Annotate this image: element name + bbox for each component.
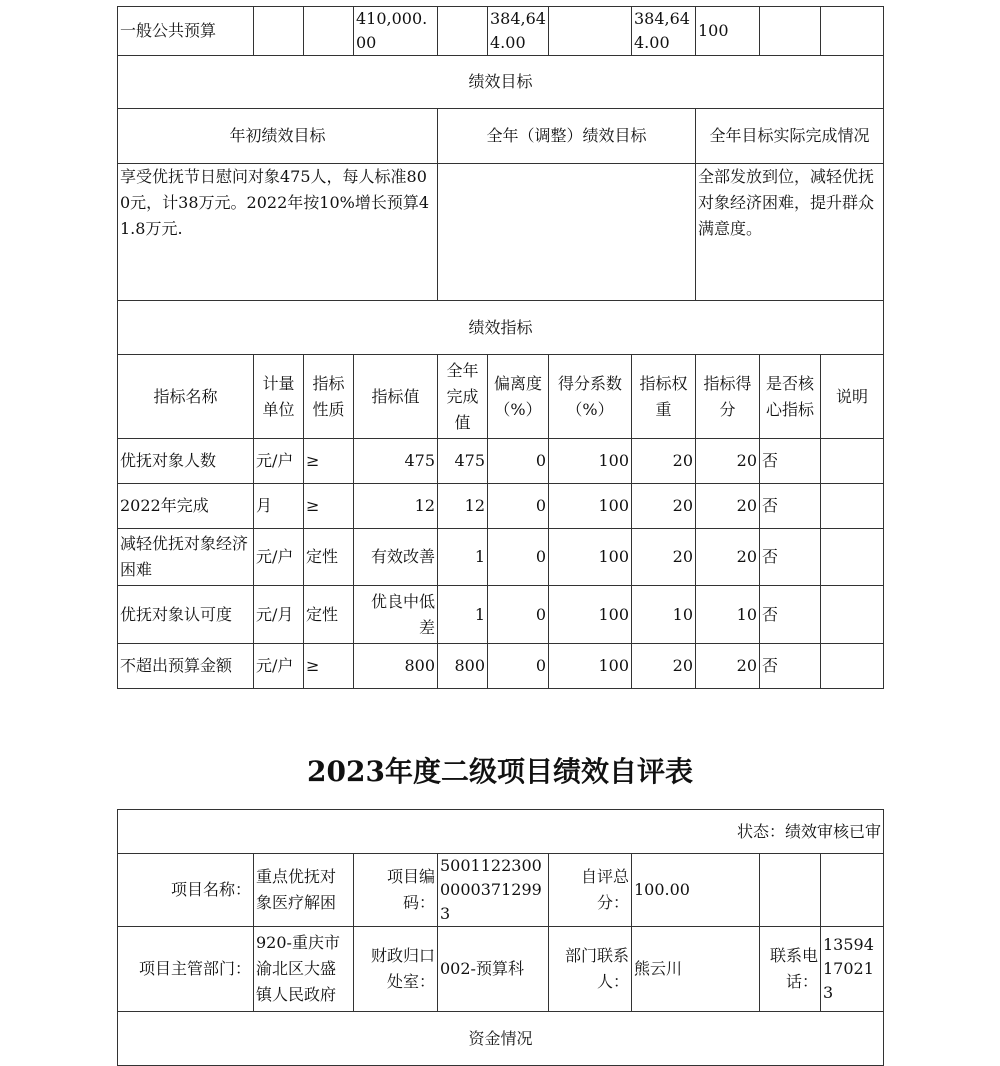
indicator-core: 否 bbox=[760, 439, 821, 484]
indicator-note bbox=[821, 529, 884, 586]
performance-table bbox=[117, 6, 884, 689]
indicator-note bbox=[821, 484, 884, 529]
table-row bbox=[118, 644, 884, 689]
initial-goal-text: 享受优抚节日慰问对象475人，每人标准800元，计38万元。2022年按10%增长预算41.8万元. bbox=[118, 164, 438, 301]
budget-cell-2 bbox=[254, 7, 304, 56]
dept-label: 项目主管部门： bbox=[118, 927, 254, 1012]
table-row bbox=[118, 529, 884, 586]
indicator-core: 否 bbox=[760, 484, 821, 529]
empty-cell bbox=[760, 854, 821, 927]
indicator-nature: ≥ bbox=[304, 439, 354, 484]
indicator-name: 优抚对象认可度 bbox=[118, 586, 254, 644]
indicator-coef: 100 bbox=[549, 484, 632, 529]
indicator-nature: ≥ bbox=[304, 484, 354, 529]
indicator-deviation: 0 bbox=[488, 586, 549, 644]
table-row bbox=[118, 439, 884, 484]
indicator-deviation: 0 bbox=[488, 484, 549, 529]
indicator-value: 有效改善 bbox=[354, 529, 438, 586]
indicator-core: 否 bbox=[760, 586, 821, 644]
actual-completion-text: 全部发放到位，减轻优抚对象经济困难，提升群众满意度。 bbox=[696, 164, 884, 301]
phone-number: 13594170213 bbox=[821, 927, 884, 1012]
indicator-core: 否 bbox=[760, 644, 821, 689]
indicator-actual: 800 bbox=[438, 644, 488, 689]
header-cell: 指标权重 bbox=[632, 355, 696, 439]
self-score-label: 自评总分： bbox=[549, 854, 632, 927]
indicator-score: 20 bbox=[696, 644, 760, 689]
project-code: 500112230000003712993 bbox=[438, 854, 549, 927]
budget-cell-9: 100 bbox=[696, 7, 760, 56]
indicator-coef: 100 bbox=[549, 644, 632, 689]
budget-row bbox=[118, 7, 884, 56]
self-evaluation-table bbox=[117, 809, 884, 1066]
budget-cell-4: 410,000.00 bbox=[354, 7, 438, 56]
indicator-deviation: 0 bbox=[488, 439, 549, 484]
indicator-nature: 定性 bbox=[304, 586, 354, 644]
indicator-unit: 元/户 bbox=[254, 439, 304, 484]
indicator-note bbox=[821, 586, 884, 644]
project-code-label: 项目编码： bbox=[354, 854, 438, 927]
empty-cell bbox=[821, 854, 884, 927]
indicator-unit: 元/户 bbox=[254, 529, 304, 586]
table-row bbox=[118, 586, 884, 644]
col-actual-completion: 全年目标实际完成情况 bbox=[696, 109, 884, 164]
indicator-actual: 475 bbox=[438, 439, 488, 484]
budget-cell-7 bbox=[549, 7, 632, 56]
budget-cell-5 bbox=[438, 7, 488, 56]
header-cell: 计量单位 bbox=[254, 355, 304, 439]
header-cell: 得分系数（%） bbox=[549, 355, 632, 439]
indicator-actual: 1 bbox=[438, 586, 488, 644]
header-cell: 指标性质 bbox=[304, 355, 354, 439]
indicators-title: 绩效指标 bbox=[118, 301, 884, 355]
header-cell: 是否核心指标 bbox=[760, 355, 821, 439]
indicator-coef: 100 bbox=[549, 529, 632, 586]
indicator-note bbox=[821, 439, 884, 484]
indicator-weight: 20 bbox=[632, 644, 696, 689]
budget-label: 一般公共预算 bbox=[118, 7, 254, 56]
indicator-value: 475 bbox=[354, 439, 438, 484]
self-score: 100.00 bbox=[632, 854, 760, 927]
indicator-coef: 100 bbox=[549, 439, 632, 484]
indicator-unit: 元/户 bbox=[254, 644, 304, 689]
project-name: 重点优抚对象医疗解困 bbox=[254, 854, 354, 927]
indicator-value: 优良中低差 bbox=[354, 586, 438, 644]
indicator-name: 不超出预算金额 bbox=[118, 644, 254, 689]
indicator-deviation: 0 bbox=[488, 529, 549, 586]
budget-cell-8: 384,644.00 bbox=[632, 7, 696, 56]
page-title: 2023年度二级项目绩效自评表 bbox=[307, 755, 693, 788]
table-row bbox=[118, 484, 884, 529]
indicator-coef: 100 bbox=[549, 586, 632, 644]
indicator-name: 减轻优抚对象经济困难 bbox=[118, 529, 254, 586]
indicator-nature: ≥ bbox=[304, 644, 354, 689]
header-cell: 指标得分 bbox=[696, 355, 760, 439]
indicator-actual: 12 bbox=[438, 484, 488, 529]
adjusted-goal-text bbox=[438, 164, 696, 301]
indicator-score: 20 bbox=[696, 529, 760, 586]
header-cell: 说明 bbox=[821, 355, 884, 439]
col-adjusted-goal: 全年（调整）绩效目标 bbox=[438, 109, 696, 164]
project-name-label: 项目名称： bbox=[118, 854, 254, 927]
indicator-score: 20 bbox=[696, 439, 760, 484]
budget-cell-10 bbox=[760, 7, 821, 56]
phone-label: 联系电话： bbox=[760, 927, 821, 1012]
indicator-weight: 20 bbox=[632, 484, 696, 529]
indicator-actual: 1 bbox=[438, 529, 488, 586]
finance-office: 002-预算科 bbox=[438, 927, 549, 1012]
dept: 920-重庆市渝北区大盛镇人民政府 bbox=[254, 927, 354, 1012]
header-cell: 全年完成值 bbox=[438, 355, 488, 439]
indicator-weight: 20 bbox=[632, 529, 696, 586]
col-initial-goal: 年初绩效目标 bbox=[118, 109, 438, 164]
indicator-note bbox=[821, 644, 884, 689]
indicator-score: 10 bbox=[696, 586, 760, 644]
indicator-value: 800 bbox=[354, 644, 438, 689]
perf-goal-title: 绩效目标 bbox=[118, 56, 884, 109]
header-cell: 指标名称 bbox=[118, 355, 254, 439]
indicator-core: 否 bbox=[760, 529, 821, 586]
funds-title: 资金情况 bbox=[118, 1012, 884, 1066]
contact-person: 熊云川 bbox=[632, 927, 760, 1012]
header-cell: 指标值 bbox=[354, 355, 438, 439]
indicator-score: 20 bbox=[696, 484, 760, 529]
header-cell: 偏离度（%） bbox=[488, 355, 549, 439]
budget-cell-3 bbox=[304, 7, 354, 56]
indicator-unit: 月 bbox=[254, 484, 304, 529]
indicator-weight: 20 bbox=[632, 439, 696, 484]
indicator-header-row bbox=[118, 355, 884, 439]
indicator-nature: 定性 bbox=[304, 529, 354, 586]
indicator-name: 2022年完成 bbox=[118, 484, 254, 529]
status-text: 状态：绩效审核已审 bbox=[118, 810, 884, 854]
budget-cell-6: 384,644.00 bbox=[488, 7, 549, 56]
indicator-name: 优抚对象人数 bbox=[118, 439, 254, 484]
indicator-weight: 10 bbox=[632, 586, 696, 644]
budget-cell-11 bbox=[821, 7, 884, 56]
indicator-deviation: 0 bbox=[488, 644, 549, 689]
contact-label: 部门联系人： bbox=[549, 927, 632, 1012]
indicator-unit: 元/月 bbox=[254, 586, 304, 644]
indicator-value: 12 bbox=[354, 484, 438, 529]
finance-label: 财政归口处室： bbox=[354, 927, 438, 1012]
